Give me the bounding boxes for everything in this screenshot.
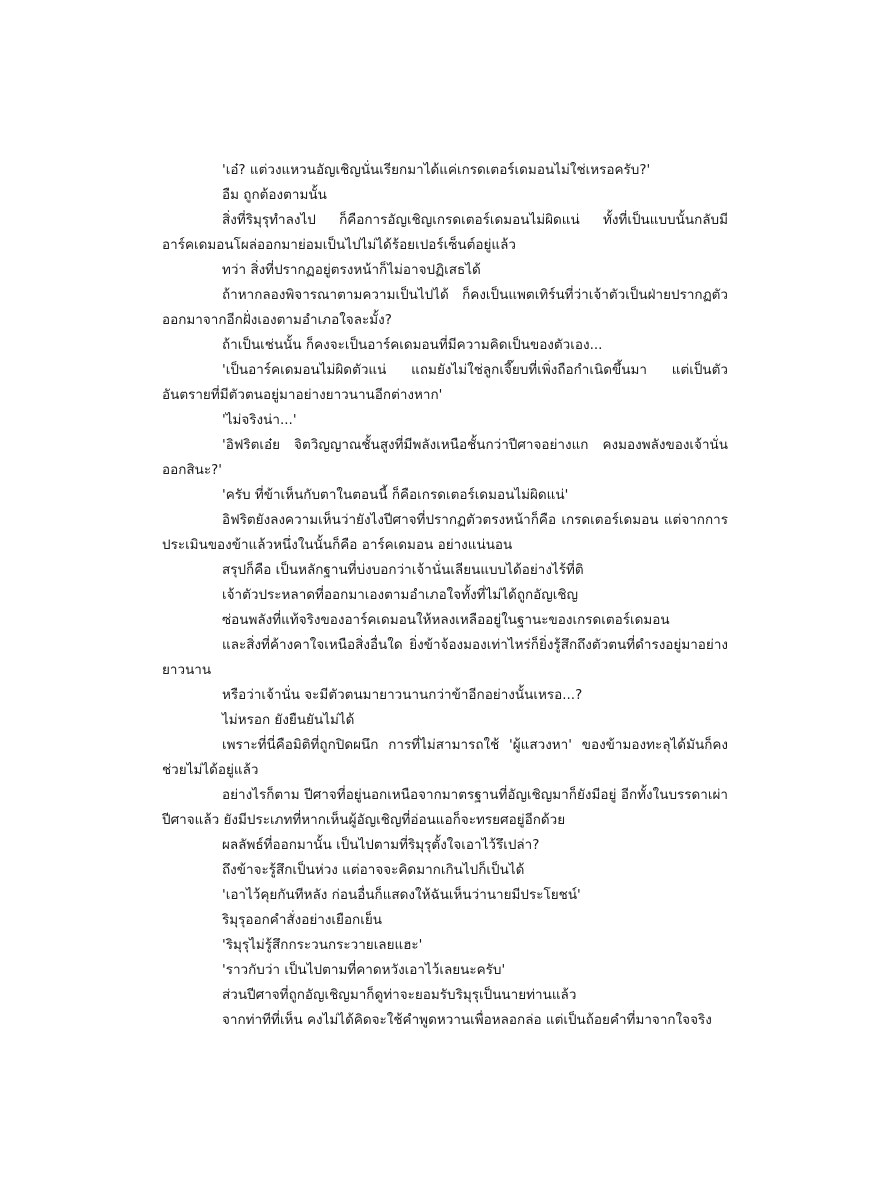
paragraph: เจ้าตัวประหลาดที่ออกมาเองตามอำเภอใจทั้งที่ไม่ได้ถูกอัญเชิญ <box>222 587 579 603</box>
paragraph: ถึงข้าจะรู้สึกเป็นห่วง แต่อาจจะคิดมากเกินไปก็เป็นได้ <box>222 862 525 878</box>
paragraph: สรุปก็คือ เป็นหลักฐานที่บ่งบอกว่าเจ้านั่นเลียนแบบได้อย่างไร้ที่ติ <box>222 562 584 578</box>
paragraph: อืม ถูกต้องตามนั้น <box>222 187 327 203</box>
body-text <box>162 158 728 1033</box>
paragraph: และสิ่งที่ค้างคาใจเหนือสิ่งอื่นใด ยิ่งข้าจ้องมองเท่าไหร่ก็ยิ่งรู้สึกถึงตัวตนที่ดำรงอยู่มาอย่างยาวนาน <box>162 637 728 678</box>
paragraph: 'อิฟริตเอ๋ย จิตวิญญาณชั้นสูงที่มีพลังเหนือชั้นกว่าปีศาจอย่างแก คงมองพลังของเจ้านั่นออกสินะ?' <box>162 437 728 478</box>
paragraph: หรือว่าเจ้านั่น จะมีตัวตนมายาวนานกว่าข้าอีกอย่างนั้นเหรอ...? <box>222 687 583 703</box>
paragraph: ริมุรุออกคำสั่งอย่างเยือกเย็น <box>222 912 382 928</box>
paragraph: จากท่าทีที่เห็น คงไม่ได้คิดจะใช้คำพูดหวานเพื่อหลอกล่อ แต่เป็นถ้อยคำที่มาจากใจจริง <box>222 1012 712 1028</box>
paragraph: 'ไม่จริงน่า...' <box>222 412 297 428</box>
paragraph: 'ริมุรุไม่รู้สึกกระวนกระวายเลยแฮะ' <box>222 937 423 953</box>
paragraph: ถ้าเป็นเช่นนั้น ก็คงจะเป็นอาร์คเดมอนที่มีความคิดเป็นของตัวเอง... <box>222 337 603 353</box>
paragraph: ทว่า สิ่งที่ปรากฏอยู่ตรงหน้าก็ไม่อาจปฏิเสธได้ <box>222 262 481 278</box>
paragraph: ไม่หรอก ยังยืนยันไม่ได้ <box>222 712 355 728</box>
paragraph: 'ราวกับว่า เป็นไปตามที่คาดหวังเอาไว้เลยนะครับ' <box>222 962 506 978</box>
paragraph: ผลลัพธ์ที่ออกมานั้น เป็นไปตามที่ริมุรุตั้งใจเอาไว้รึเปล่า? <box>222 837 540 853</box>
paragraph: สิ่งที่ริมุรุทำลงไป ก็คือการอัญเชิญเกรดเตอร์เดมอนไม่ผิดแน่ ทั้งที่เป็นแบบนั้นกลับมีอาร์คเดมอนโผล่ออกมาย่อมเป็นไปไม่ได้ร้อยเปอร์เซ็นต์อยู่แล้ว <box>162 212 728 253</box>
paragraph: อิฟริตยังลงความเห็นว่ายังไงปีศาจที่ปรากฏตัวตรงหน้าก็คือ เกรดเตอร์เดมอน แต่จากการประเมินของข้าแล้วหนึ่งในนั้นก็คือ อาร์คเดมอน อย่างแน่นอน <box>162 512 728 553</box>
paragraph: ส่วนปีศาจที่ถูกอัญเชิญมาก็ดูท่าจะยอมรับริมุรุเป็นนายท่านแล้ว <box>222 987 577 1003</box>
paragraph: ถ้าหากลองพิจารณาตามความเป็นไปได้ ก็คงเป็นแพตเทิร์นที่ว่าเจ้าตัวเป็นฝ่ายปรากฏตัวออกมาจากอีกฝั่งเองตามอำเภอใจละมั้ง? <box>162 287 728 328</box>
paragraph: ซ่อนพลังที่แท้จริงของอาร์คเดมอนให้หลงเหลืออยู่ในฐานะของเกรดเตอร์เดมอน <box>222 612 670 628</box>
paragraph: 'เป็นอาร์คเดมอนไม่ผิดตัวแน่ แถมยังไม่ใช่ลูกเจี๊ยบที่เพิ่งถือกำเนิดขึ้นมา แต่เป็นตัวอันตรายที่มีตัวตนอยู่มาอย่างยาวนานอีกต่างหาก' <box>162 362 728 403</box>
paragraph: 'ครับ ที่ข้าเห็นกับตาในตอนนี้ ก็คือเกรดเตอร์เดมอนไม่ผิดแน่' <box>222 487 569 503</box>
paragraph: 'เอ๋? แต่วงแหวนอัญเชิญนั่นเรียกมาได้แค่เกรดเตอร์เดมอนไม่ใช่เหรอครับ?' <box>222 162 651 178</box>
paragraph: 'เอาไว้คุยกันทีหลัง ก่อนอื่นก็แสดงให้ฉันเห็นว่านายมีประโยชน์' <box>222 887 581 903</box>
paragraph: อย่างไรก็ตาม ปีศาจที่อยู่นอกเหนือจากมาตรฐานที่อัญเชิญมาก็ยังมีอยู่ อีกทั้งในบรรดาเผ่าปีศาจแล้ว ยังมีประเภทที่หากเห็นผู้อัญเชิญที่อ่อนแอก็จะทรยศอยู่อีกด้วย <box>162 787 728 828</box>
paragraph: เพราะที่นี่คือมิติที่ถูกปิดผนึก การที่ไม่สามารถใช้ 'ผู้แสวงหา' ของข้ามองทะลุได้มันก็คงช่วยไม่ได้อยู่แล้ว <box>162 737 728 778</box>
